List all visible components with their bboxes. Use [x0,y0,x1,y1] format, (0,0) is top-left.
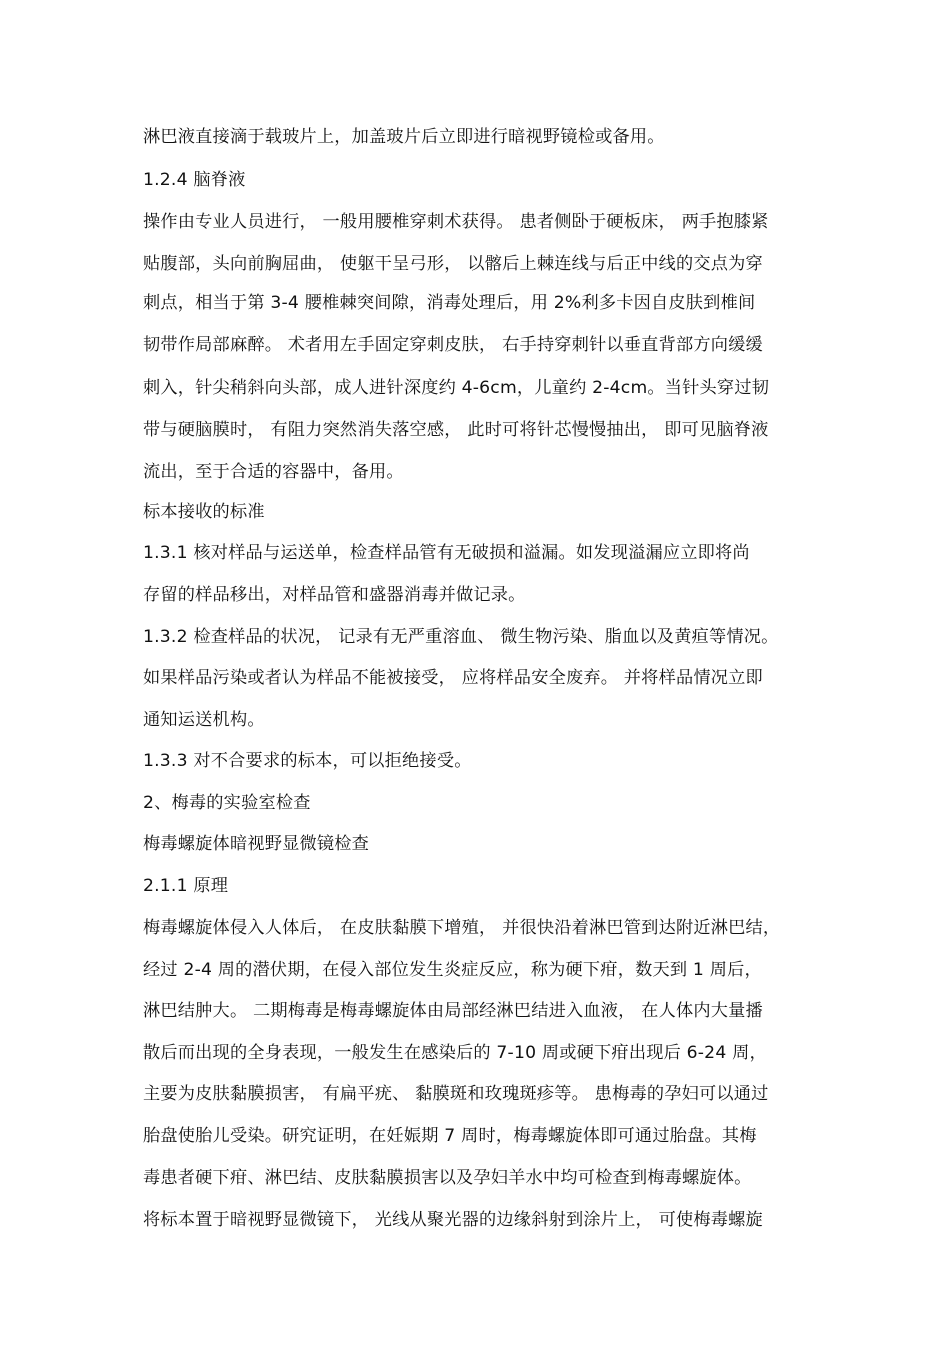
text-line: 胎盘使胎儿受染。研究证明，在妊娠期 7 周时，梅毒螺旋体即可通过胎盘。其梅 [143,1126,757,1146]
section-heading-1-2-4: 1.2.4 脑脊液 [143,170,246,190]
text-line: 淋巴结肿大。 二期梅毒是梅毒螺旋体由局部经淋巴结进入血液， 在人体内大量播 [143,1001,763,1021]
section-heading-darkfield: 梅毒螺旋体暗视野显微镜检查 [143,834,370,854]
section-heading-2-1-1: 2.1.1 原理 [143,876,229,896]
text-line: 如果样品污染或者认为样品不能被接受， 应将样品安全废弃。 并将样品情况立即 [143,668,763,688]
text-line: 操作由专业人员进行， 一般用腰椎穿刺术获得。 患者侧卧于硬板床， 两手抱膝紧 [143,212,769,232]
text-line: 韧带作局部麻醉。 术者用左手固定穿刺皮肤， 右手持穿刺针以垂直背部方向缓缓 [143,335,763,355]
text-line: 淋巴液直接滴于载玻片上，加盖玻片后立即进行暗视野镜检或备用。 [143,127,665,147]
text-line: 1.3.1 核对样品与运送单，检查样品管有无破损和溢漏。如发现溢漏应立即将尚 [143,543,750,563]
text-line: 1.3.3 对不合要求的标本，可以拒绝接受。 [143,751,472,771]
text-line: 毒患者硬下疳、淋巴结、皮肤黏膜损害以及孕妇羊水中均可检查到梅毒螺旋体。 [143,1168,752,1188]
text-line: 主要为皮肤黏膜损害， 有扁平疣、 黏膜斑和玫瑰斑疹等。 患梅毒的孕妇可以通过 [143,1084,769,1104]
text-line: 经过 2-4 周的潜伏期，在侵入部位发生炎症反应，称为硬下疳，数天到 1 周后， [143,960,762,980]
text-line: 贴腹部，头向前胸屈曲， 使躯干呈弓形， 以髂后上棘连线与后正中线的交点为穿 [143,254,763,274]
text-line: 梅毒螺旋体侵入人体后， 在皮肤黏膜下增殖， 并很快沿着淋巴管到达附近淋巴结， [143,918,781,938]
text-line: 存留的样品移出，对样品管和盛器消毒并做记录。 [143,585,526,605]
text-line: 带与硬脑膜时， 有阻力突然消失落空感， 此时可将针芯慢慢抽出， 即可见脑脊液 [143,420,769,440]
text-line: 刺点，相当于第 3-4 腰椎棘突间隙，消毒处理后，用 2%利多卡因自皮肤到椎间 [143,293,756,313]
text-line: 通知运送机构。 [143,710,265,730]
section-heading-specimen-acceptance: 标本接收的标准 [143,502,265,522]
text-line: 1.3.2 检查样品的状况， 记录有无严重溶血、 微生物污染、脂血以及黄疸等情况。 [143,627,779,647]
text-line: 流出，至于合适的容器中，备用。 [143,462,404,482]
section-heading-syphilis-lab: 2、梅毒的实验室检查 [143,793,311,813]
text-line: 刺入，针尖稍斜向头部，成人进针深度约 4-6cm，儿童约 2-4cm。当针头穿过韧 [143,378,770,398]
text-line: 将标本置于暗视野显微镜下， 光线从聚光器的边缘斜射到涂片上， 可使梅毒螺旋 [143,1210,763,1230]
text-line: 散后而出现的全身表现，一般发生在感染后的 7-10 周或硬下疳出现后 6-24 周， [143,1043,767,1063]
